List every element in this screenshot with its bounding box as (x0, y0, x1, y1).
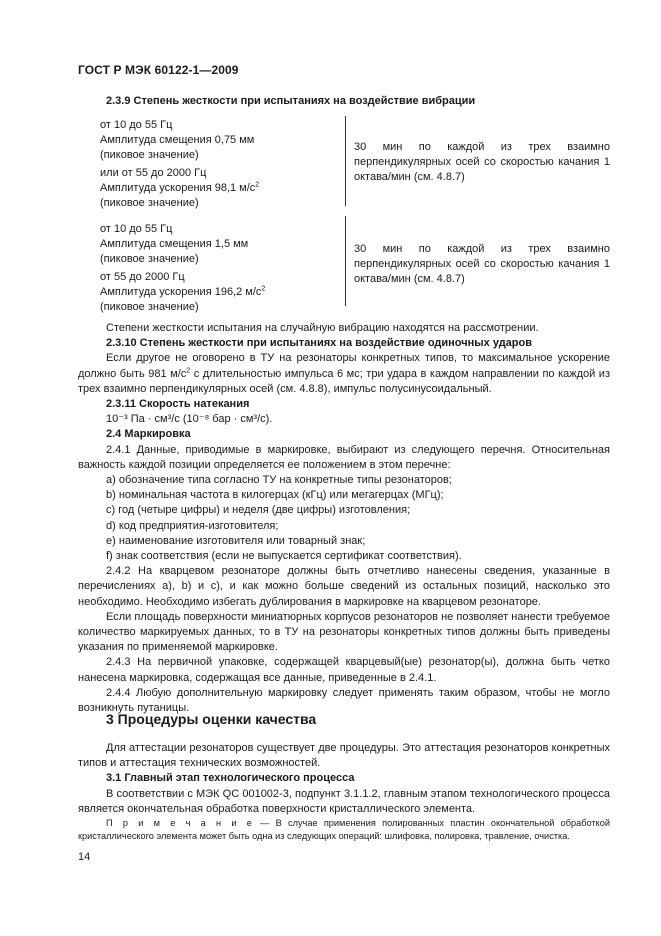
note (78, 817, 610, 843)
peak-note: (пиковое значение) (100, 301, 199, 313)
vibration-block-1-left (100, 118, 259, 211)
list-item: b) номинальная частота в килогерцах (кГц) или мегагерцах (МГц); (106, 489, 444, 502)
amplitude-line: Амплитуда смещения 0,75 мм (100, 134, 255, 146)
heading-2-4: 2.4 Маркировка (106, 428, 191, 441)
freq-range: от 10 до 55 Гц (100, 119, 173, 131)
list-item: f) знак соответствия (если не выпускается сертификат соответствия). (106, 550, 462, 563)
paragraph: Степени жесткости испытания на случайную вибрацию находятся на рассмотрении. (106, 322, 539, 334)
document-header: ГОСТ Р МЭК 60122-1—2009 (78, 63, 239, 77)
paragraph: 2.4.3 На первичной упаковке, содержащей кварцевый(ые) резонатор(ы), должна быть четко нанесена маркировка, содержащая все данные, приведенные в 2.4.1. (78, 656, 610, 684)
peak-note: (пиковое значение) (100, 253, 199, 265)
page-number: 14 (78, 851, 91, 863)
note-label: П р и м е ч а н и е (106, 818, 254, 828)
main-body (78, 321, 610, 716)
list-item: e) наименование изготовителя или товарный знак; (106, 534, 366, 547)
paragraph: 2.4.2 На кварцевом резонаторе должны быть отчетливо нанесены сведения, указанные в перечислениях a), b) и c), и как можно больше сведений из остальных позиций, насколько это необходимо. Необходимо избегать дублирования в маркировке на кварцевом резонаторе. (78, 565, 610, 608)
heading-2-3-11: 2.3.11 Скорость натекания (106, 398, 250, 411)
peak-note: (пиковое значение) (100, 197, 199, 209)
paragraph: В соответствии с МЭК QC 001002-3, подпункт 3.1.1.2, главным этапом технологического процесса является окончательная обработка поверхности кристаллического элемента. (78, 787, 610, 815)
vertical-rule (345, 116, 346, 206)
list-item: d) код предприятия-изготовителя; (106, 519, 279, 532)
section-3-body (78, 741, 610, 817)
paragraph: Если другое не оговорено в ТУ на резонаторы конкретных типов, то максимальное ускорение должно быть 981 $м/с^2$ с длительностью импульса 6 мс; три удара в каждом направлении по каждой из трех взаимно перпендикулярных осей (см. 4.8.8), импульс полусинусоидальный. (78, 352, 610, 395)
list-item: a) обозначение типа согласно ТУ на конкретные типы резонаторов; (106, 474, 452, 487)
acceleration-line: Амплитуда ускорения 98,1 $м/с^2$ (100, 181, 260, 194)
freq-range: или от 55 до 2000 Гц (100, 167, 207, 179)
paragraph: 10⁻³ Па · см³/с (10⁻⁸ бар · см³/с). (106, 413, 273, 426)
freq-range: от 55 до 2000 Гц (100, 271, 185, 283)
section-3-heading: 3 Процедуры оценки качества (106, 711, 317, 727)
peak-note: (пиковое значение) (100, 149, 199, 161)
vertical-rule (345, 216, 346, 306)
list-item: c) год (четыре цифры) и неделя (две цифры) изготовления; (106, 504, 411, 517)
paragraph: 2.4.4 Любую дополнительную маркировку следует применять таким образом, чтобы не могло возникнуть путаницы. (78, 686, 610, 715)
heading-2-3-9: 2.3.9 Степень жесткости при испытаниях на воздействие вибрации (106, 95, 476, 107)
paragraph: 2.4.1 Данные, приводимые в маркировке, выбирают из следующего перечня. Относительная важность каждой позиции определяется ее положением в этом перечне: (78, 443, 610, 471)
paragraph: Для аттестации резонаторов существует две процедуры. Это аттестация резонаторов конкретных типов и аттестация технических возможностей. (78, 742, 610, 770)
vibration-block-1-right: 30 мин по каждой из трех взаимно перпендикулярных осей со скоростью качания 1 октава/мин (см. 4.8.7) (354, 141, 610, 183)
vibration-block-2-right: 30 мин по каждой из трех взаимно перпендикулярных осей со скоростью качания 1 октава/мин (см. 4.8.7) (354, 243, 610, 285)
heading-2-3-10: 2.3.10 Степень жесткости при испытаниях на воздействие одиночных ударов (106, 337, 532, 350)
freq-range: от 10 до 55 Гц (100, 223, 173, 235)
vibration-block-2-left (100, 222, 265, 315)
heading-3-1: 3.1 Главный этап технологического процесса (106, 772, 355, 785)
amplitude-line: Амплитуда смещения 1,5 мм (100, 238, 249, 250)
paragraph: Если площадь поверхности миниатюрных корпусов резонаторов не позволяет нанести требуемое количество маркируемых данных, то в ТУ на резонаторы конкретных типов должны быть приведены указания по применяемой маркировке. (78, 610, 610, 654)
acceleration-line: Амплитуда ускорения 196,2 $м/с^2$ (100, 285, 266, 298)
note-text: — В случае применения полированных пластин окончательной обработкой кристаллического элемента может быть одна из следующих операций: шлифовка, полировка, травление, очистка. (78, 818, 610, 841)
